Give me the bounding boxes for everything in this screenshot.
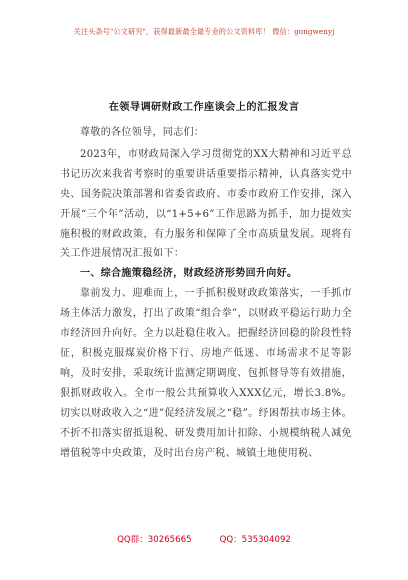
- section-heading: 一、综合施策稳经济，财政经济形势回升向好。: [80, 268, 298, 280]
- greeting-line: 尊敬的各位领导，同志们：: [80, 127, 205, 138]
- qq-group-number: QQ群：30265665: [117, 535, 192, 545]
- document-body: [60, 115, 352, 463]
- top-promo-note: 关注头条号"公文研究"，获得最新最全最专业的公文资料库！ 微信：gongwenyj: [73, 27, 335, 36]
- qq-number: QQ：535304092: [219, 535, 291, 545]
- footer-contact: [0, 533, 408, 545]
- body-paragraph: 靠前发力、迎难而上，一手抓积极财政政策落实，一手抓市场主体活力激发，打出了政策“组合拳”，以财政平稳运行助力全市经济回升向好。全力以赴稳住收入。把握经济回稳的阶段性特征，积极克服煤炭价格下行、房地产低迷、市场需求不足等影响，及时安排，采取统计监测定期调度、包抓督导等有效措施，狠抓财政收入。全市一般公共预算收入XXX亿元，增长3.8%。切实以财政收入之“进”促经济发展之“稳”。纾困帮扶市场主体。不折不扣落实留抵退税、研发费用加计扣除、小规模纳税人减免增值税等中央政策，及时出台房产税、城镇土地使用税、: [60, 288, 352, 459]
- body-paragraph: 2023年，市财政局深入学习贯彻党的XX大精神和习近平总书记历次来我省考察时的重要讲话重要指示精神，认真落实党中央、国务院决策部署和省委省政府、市委市政府工作安排，深入开展“三个年”活动，以“1+5+6”工作思路为抓手，加力提效实施积极的财政政策，有力服务和保障了全市高质量发展。现将有关工作进展情况汇报如下：: [60, 148, 352, 260]
- document-title: 在领导调研财政工作座谈会上的汇报发言: [108, 101, 300, 113]
